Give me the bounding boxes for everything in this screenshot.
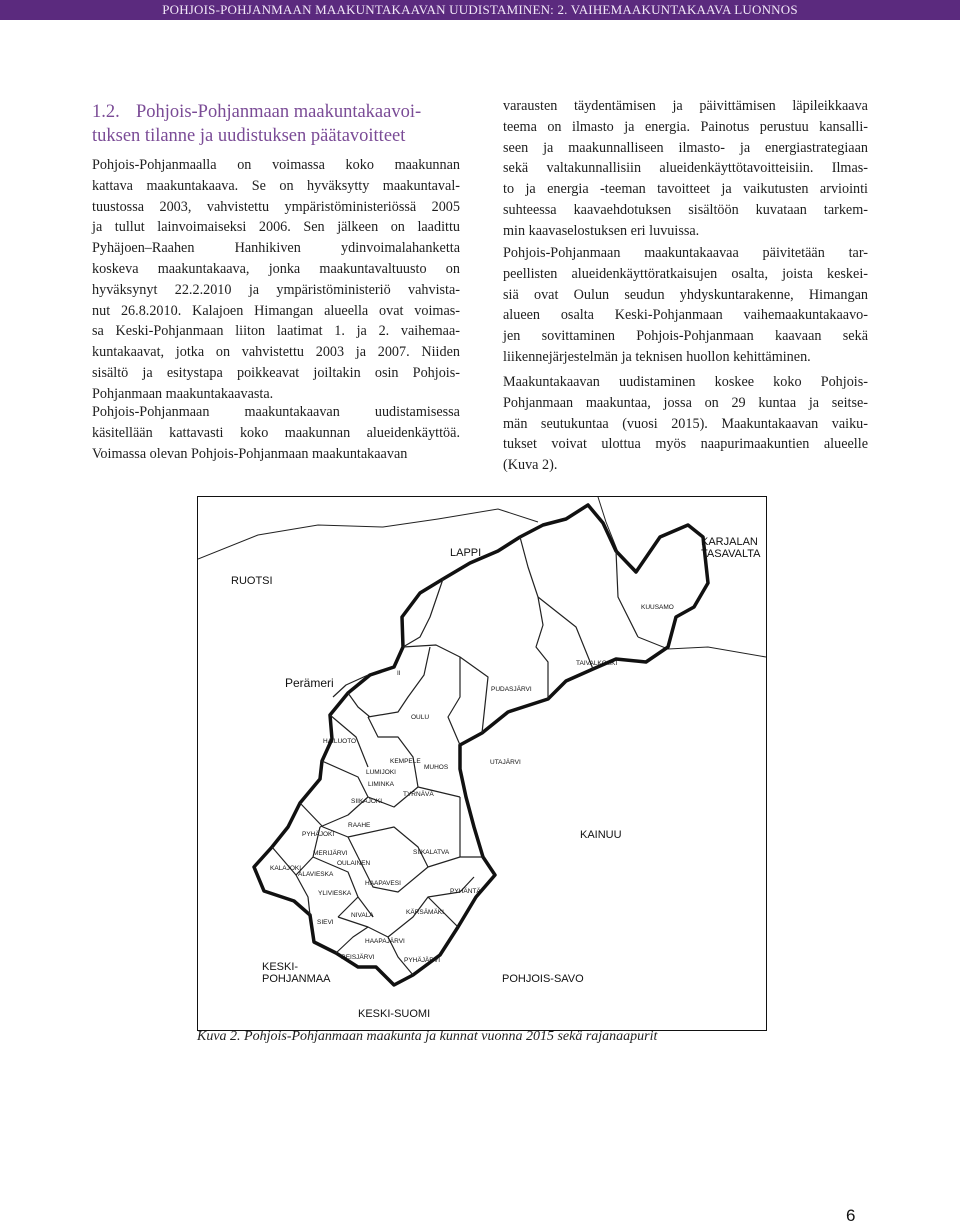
label-pudasjarvi: PUDASJÄRVI xyxy=(491,686,532,693)
ii-pudasjarvi-border xyxy=(520,537,548,699)
text-line: Maakuntakaavan uudistaminen koskee koko Pohjois- xyxy=(503,374,868,390)
text-line: käsitellään kattavasti koko maakunnan alueidenkäyttöä. xyxy=(92,424,460,441)
figure-caption: Kuva 2. Pohjois-Pohjanmaan maakunta ja kunnat vuonna 2015 sekä rajanaapurit xyxy=(197,1029,658,1044)
text-line: liikennejärjestelmän ja teknisen huollon kehittäminen. xyxy=(503,348,811,365)
label-siikajoki: SIIKAJOKI xyxy=(351,798,383,805)
text-line: tuustossa 2003, vahvistettu ympäristöministeriössä 2005 xyxy=(92,198,460,215)
text-line: nut 26.8.2010. Kalajoen Himangan alueella ovat voimas- xyxy=(92,302,460,319)
left-paragraph-2 xyxy=(92,402,460,464)
label-merijarvi: MERIJÄRVI xyxy=(313,850,348,857)
text-line: Pohjois-Pohjanmaan maakuntakaavaa päivitetään tar- xyxy=(503,245,868,261)
label-keski-pohjanmaa-2: POHJANMAA xyxy=(262,973,331,985)
text-line: Pohjanmaan maakuntakaavasta. xyxy=(92,385,274,402)
lappi-border xyxy=(198,509,538,559)
label-oulu: OULU xyxy=(411,714,430,721)
label-taivalkoski: TAIVALKOSKI xyxy=(576,660,618,667)
text-line: Pyhäjoen–Raahen Hanhikiven ydinvoimalahanketta xyxy=(92,240,460,257)
text-line: jen sovittaminen Pohjois-Pohjanmaan kaavaan sekä xyxy=(503,328,868,345)
right-paragraph-1 xyxy=(503,96,868,242)
text-line: sekä valtakunnallisiin alueidenkäyttötavoitteisiin. Ilmas- xyxy=(503,160,868,177)
label-muhos: MUHOS xyxy=(424,764,449,771)
label-kalajoki: KALAJOKI xyxy=(270,865,302,872)
label-haapavesi: HAAPAVESI xyxy=(365,880,401,887)
label-sievi: SIEVI xyxy=(317,919,334,926)
text-line: Pohjanmaan maakuntaa, jossa on 29 kuntaa ja seitse- xyxy=(503,394,868,411)
text-line: min kaavaselostuksen eri luvuissa. xyxy=(503,222,700,239)
text-line: sisältö ja esitystapa poikkeavat joiltakin osin Pohjois- xyxy=(92,364,460,381)
label-hailuoto: HAILUOTO xyxy=(323,738,357,745)
label-siikalatva: SIIKALATVA xyxy=(413,849,450,856)
label-kainuu: KAINUU xyxy=(580,829,622,841)
pyhajoki-border xyxy=(300,803,358,857)
label-oulainen: OULAINEN xyxy=(337,860,371,867)
label-raahe: RAAHE xyxy=(348,822,371,829)
muhos-border xyxy=(448,657,460,745)
section-number: 1.2. xyxy=(92,102,120,122)
label-lappi: LAPPI xyxy=(450,547,482,559)
label-ii: II xyxy=(397,670,401,677)
label-lumijoki: LUMIJOKI xyxy=(366,769,396,776)
section-title-line2: tuksen tilanne ja uudistuksen päätavoitteet xyxy=(92,126,406,146)
label-pyhajoki: PYHÄJOKI xyxy=(302,831,335,838)
text-line: kuntakaavat, jotka on vahvistettu 2003 ja 2007. Niiden xyxy=(92,344,460,361)
section-heading xyxy=(92,100,472,148)
text-line: män seutukuntaa (vuosi 2015). Maakuntakaavan vaiku- xyxy=(503,415,868,432)
label-perameri: Perämeri xyxy=(285,676,334,690)
right-paragraph-2 xyxy=(503,243,868,368)
label-karsamaki: KÄRSÄMÄKI xyxy=(406,909,444,916)
page-number: 6 xyxy=(846,1206,856,1225)
text-line: to ja energia -teeman tavoitteet ja vaikutusten arviointi xyxy=(503,181,868,198)
label-nivala: NIVALA xyxy=(351,912,374,919)
raahe-border xyxy=(320,761,368,827)
label-keski-suomi: KESKI-SUOMI xyxy=(358,1008,431,1020)
label-kuusamo: KUUSAMO xyxy=(641,604,674,611)
text-line: alueen osalta Keski-Pohjanmaan vaihemaakuntakaavo- xyxy=(503,307,868,324)
text-line: Pohjois-Pohjanmaalla on voimassa koko maakunnan xyxy=(92,157,460,173)
pohjois-pohjanmaa-boundary xyxy=(254,505,708,985)
text-line: ja tullut lainvoimaiseksi 2006. Sen jälkeen on laadittu xyxy=(92,219,460,236)
lappi-east-border xyxy=(598,497,638,572)
label-liminka: LIMINKA xyxy=(368,781,395,788)
text-line: sa Keski-Pohjanmaan liiton laatimat 1. ja 2. vaihemaa- xyxy=(92,323,460,340)
label-alavieska: ALAVIESKA xyxy=(298,871,334,878)
left-paragraph-1 xyxy=(92,155,460,405)
label-ruotsi: RUOTSI xyxy=(231,575,273,587)
lumijoki-border xyxy=(348,693,370,717)
text-line: hyväksynyt 22.2.2010 ja ympäristöministeriö vahvista- xyxy=(92,281,460,298)
region-map xyxy=(197,496,767,1031)
right-paragraph-3 xyxy=(503,372,868,476)
taivalkoski-border xyxy=(538,597,593,669)
text-line: Voimassa olevan Pohjois-Pohjanmaan maakuntakaavan xyxy=(92,445,408,462)
text-line: peellisten alueidenkäyttöratkaisujen osalta, joista keskei- xyxy=(503,265,868,282)
label-keski-pohjanmaa-1: KESKI- xyxy=(262,961,299,973)
label-tyrnava: TYRNÄVÄ xyxy=(403,791,434,798)
text-line: suhteessa kaavaehdotuksen sisältöön kuvataan tarkem- xyxy=(503,201,868,218)
text-line: seen ja maakunnalliseen ilmasto- ja energiastrategiaan xyxy=(503,139,868,156)
label-reisjarvi: REISJÄRVI xyxy=(341,954,375,961)
label-kempele: KEMPELE xyxy=(390,758,421,765)
text-line: kattava maakuntakaava. Se on hyväksytty maakuntaval- xyxy=(92,177,460,194)
label-karjala-2: TASAVALTA xyxy=(701,548,761,560)
text-line: koskeva maakuntakaava, jonka maakuntavaltuusto on xyxy=(92,260,460,277)
section-title-line1: Pohjois-Pohjanmaan maakuntakaavoi- xyxy=(136,102,422,122)
text-line: varausten täydentämisen ja päivittämisen läpileikkaava xyxy=(503,98,868,114)
text-line: siä ovat Oulun seudun yhdyskuntarakenne, Himangan xyxy=(503,286,868,303)
label-haapajarvi: HAAPAJÄRVI xyxy=(365,938,405,945)
text-line: Pohjois-Pohjanmaan maakuntakaavan uudistamisessa xyxy=(92,404,460,420)
label-pohjois-savo: POHJOIS-SAVO xyxy=(502,973,584,985)
map-svg xyxy=(198,497,766,1030)
hailuoto-island xyxy=(333,675,368,697)
label-karjala-1: KARJALAN xyxy=(701,536,758,548)
label-utajarvi: UTAJÄRVI xyxy=(490,759,521,766)
label-pyhajarvi: PYHÄJÄRVI xyxy=(404,957,441,964)
sievi-border xyxy=(336,927,368,953)
text-line: (Kuva 2). xyxy=(503,457,558,474)
label-ylivieska: YLIVIESKA xyxy=(318,890,352,897)
label-pyhanta: PYHÄNTÄ xyxy=(450,888,481,895)
text-line: teema on ilmasto ja energia. Painotus perustuu kansalli- xyxy=(503,118,868,135)
running-header-title: POHJOIS-POHJANMAAN MAAKUNTAKAAVAN UUDISTAMINEN: 2. VAIHEMAAKUNTAKAAVA LUONNOS xyxy=(162,2,798,17)
text-line: tukset voivat ulottua myös naapurimaakuntien alueelle xyxy=(503,436,868,453)
